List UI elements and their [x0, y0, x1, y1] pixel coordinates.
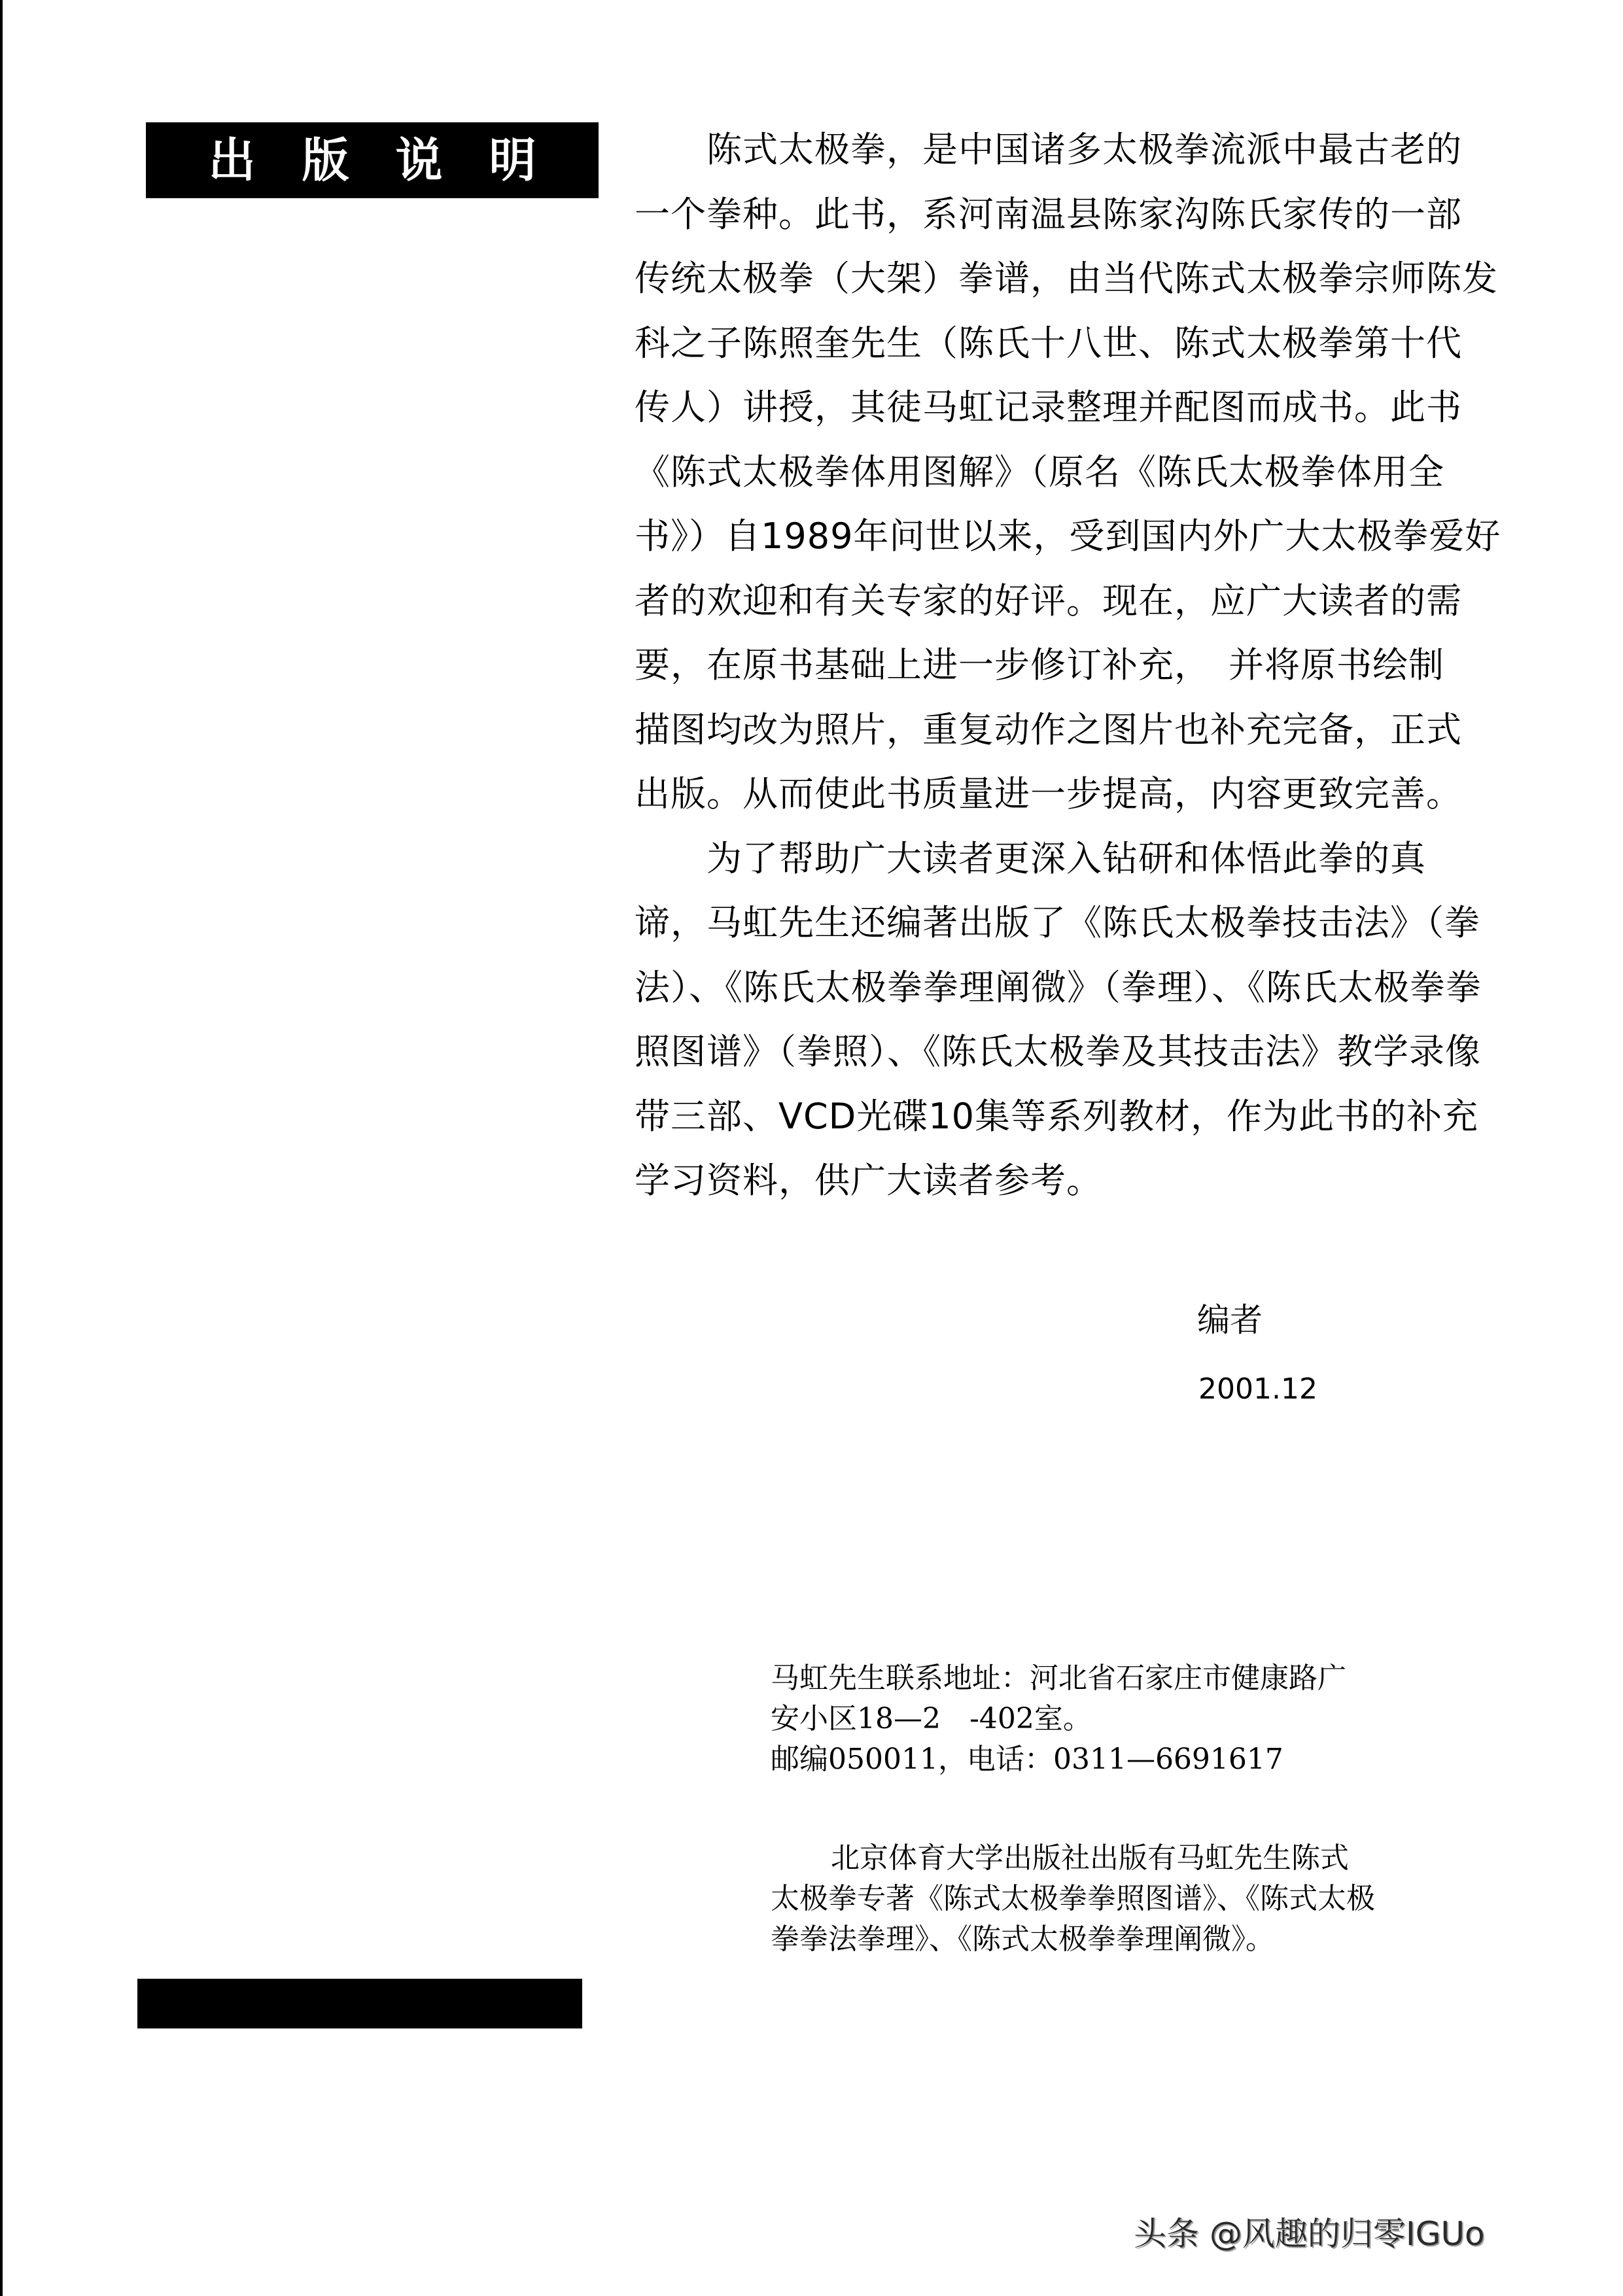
- section-title-banner: [146, 122, 599, 198]
- text-line: 谛，马虹先生还编著出版了《陈氏太极拳技击法》（拳: [635, 902, 1480, 943]
- text-line: 《陈式太极拳体用图解》（原名《陈氏太极拳体用全: [635, 451, 1444, 493]
- title-char: 明: [489, 133, 536, 188]
- contact-address: [771, 1658, 1399, 1780]
- publisher-line: 太极拳专著《陈式太极拳拳照图谱》、《陈式太极: [771, 1882, 1375, 1915]
- publisher-note: [771, 1838, 1399, 1960]
- text-line: 学习资料，供广大读者参考。: [635, 1160, 1102, 1201]
- text-line: 为了帮助广大读者更深入钻研和体悟此拳的真: [707, 837, 1426, 879]
- text-line: 者的欢迎和有关专家的好评。现在，应广大读者的需: [635, 580, 1462, 621]
- decorative-black-bar: [137, 1979, 582, 2028]
- watermark: 头条 @风趣的归零IGUo: [1134, 2215, 1485, 2253]
- paragraph-2: [635, 827, 1482, 1213]
- publisher-line: 拳拳法拳理》、《陈式太极拳拳理阐微》。: [771, 1922, 1274, 1956]
- paragraph-1: [635, 118, 1501, 827]
- publisher-line: 北京体育大学出版社出版有马虹先生陈式: [831, 1841, 1349, 1875]
- address-line: 安小区18—2 -402室。: [771, 1702, 1092, 1735]
- postal-phone-line: 邮编050011，电话：0311—6691617: [771, 1743, 1283, 1776]
- text-line: 科之子陈照奎先生（陈氏十八世、陈式太极拳第十代: [635, 322, 1462, 364]
- text-line: 陈式太极拳，是中国诸多太极拳流派中最古老的: [707, 129, 1462, 170]
- text-line: 描图均改为照片，重复动作之图片也补充完备，正式: [635, 708, 1462, 750]
- body-text: [635, 118, 1501, 1213]
- signature-date: 2001.12: [1198, 1372, 1318, 1406]
- title-char: 出: [208, 133, 256, 188]
- title-char: 说: [395, 133, 443, 188]
- text-line: 书》）自1989年问世以来，受到国内外广大太极拳爱好: [635, 515, 1501, 557]
- text-line: 出版。从而使此书质量进一步提高，内容更致完善。: [635, 773, 1462, 814]
- text-line: 传人）讲授，其徒马虹记录整理并配图而成书。此书: [635, 387, 1462, 428]
- text-line: 带三部、VCD光碟10集等系列教材，作为此书的补充: [635, 1095, 1478, 1137]
- title-char: 版: [302, 133, 349, 188]
- signature-author: 编者: [1197, 1301, 1263, 1339]
- page-left-border: [0, 0, 3, 2296]
- text-line: 法）、《陈氏太极拳拳理阐微》（拳理）、《陈氏太极拳拳: [635, 966, 1482, 1008]
- text-line: 一个拳种。此书，系河南温县陈家沟陈氏家传的一部: [635, 193, 1462, 235]
- text-line: 照图谱》（拳照）、《陈氏太极拳及其技击法》教学录像: [635, 1031, 1481, 1072]
- text-line: 传统太极拳（大架）拳谱，由当代陈式太极拳宗师陈发: [635, 258, 1498, 299]
- address-line: 马虹先生联系地址：河北省石家庄市健康路广: [771, 1661, 1346, 1695]
- text-line: 要，在原书基础上进一步修订补充， 并将原书绘制: [635, 644, 1444, 686]
